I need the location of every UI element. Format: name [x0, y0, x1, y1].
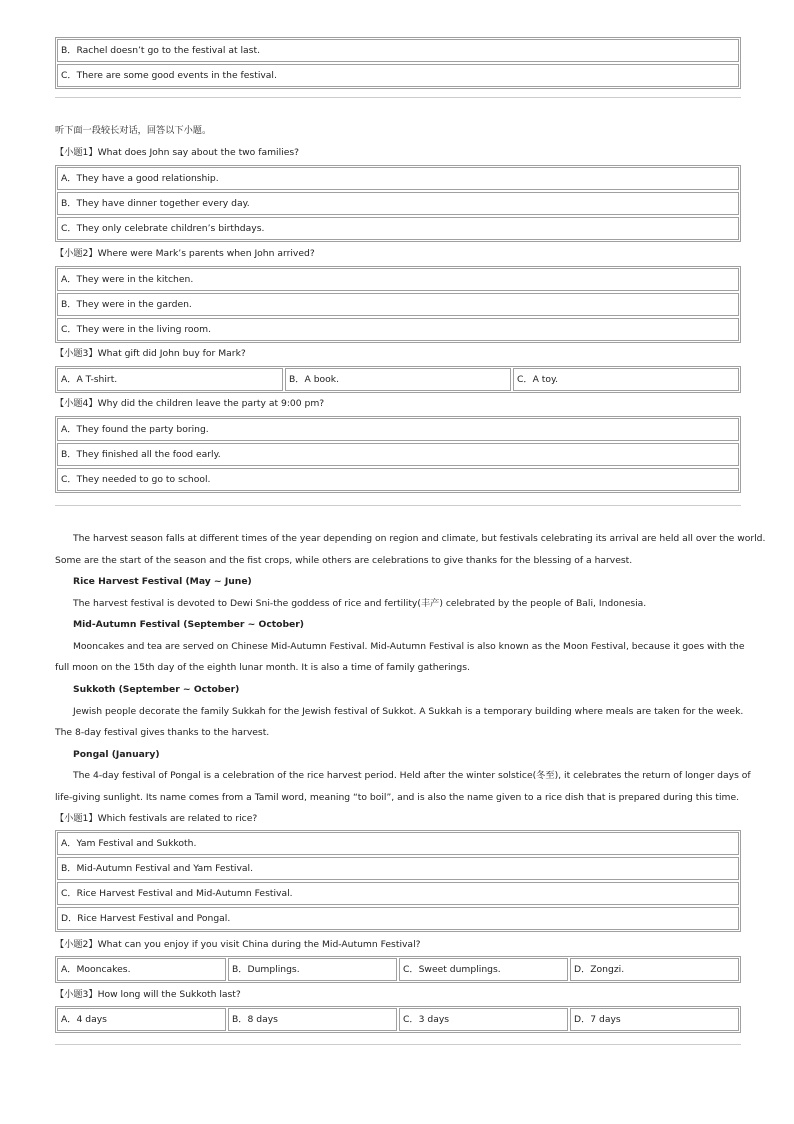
options-table — [55, 1006, 741, 1033]
question-stem: 【小题1】What does John say about the two families? — [55, 147, 300, 158]
passage-heading: Sukkoth (September ~ October) — [73, 684, 240, 695]
passage-text: The harvest festival is devoted to Dewi Sni-the goddess of rice and fertility(丰产) celebrated by the people of Bali, Indonesia. — [73, 598, 647, 609]
passage-heading: Mid-Autumn Festival (September ~ October) — [73, 619, 305, 630]
passage-text: The harvest season falls at different times of the year depending on region and climate, but festivals celebrating its arrival are held all over the world. — [73, 533, 766, 544]
question-stem: 【小题2】Where were Mark’s parents when John arrived? — [55, 248, 315, 259]
option[interactable]: B．They finished all the food early. — [57, 443, 739, 466]
passage-text: life-giving sunlight. Its name comes from a Tamil word, meaning “to boil”, and is also the name given to a rice dish that is prepared during this time. — [55, 792, 740, 803]
option[interactable]: D．Zongzi. — [570, 958, 739, 981]
option[interactable]: B．They were in the garden. — [57, 293, 739, 316]
passage-text: The 4-day festival of Pongal is a celebration of the rice harvest period. Held after the winter solstice(冬至), it celebrates the return of longer days of — [73, 770, 751, 781]
options-table — [55, 830, 741, 932]
option[interactable]: C．Rice Harvest Festival and Mid-Autumn Festival. — [57, 882, 739, 905]
option[interactable]: C．They were in the living room. — [57, 318, 739, 341]
option[interactable]: B．8 days — [228, 1008, 397, 1031]
option[interactable]: A．Yam Festival and Sukkoth. — [57, 832, 739, 855]
question-stem: 【小题4】Why did the children leave the party at 9:00 pm? — [55, 398, 325, 409]
option[interactable]: C．3 days — [399, 1008, 568, 1031]
option[interactable]: C．They needed to go to school. — [57, 468, 739, 491]
passage-text: full moon on the 15th day of the eighth lunar month. It is also a time of family gatherings. — [55, 662, 470, 673]
passage-text: Jewish people decorate the family Sukkah for the Jewish festival of Sukkot. A Sukkah is a temporary building where meals are taken for the week. — [73, 706, 744, 717]
option[interactable]: C．There are some good events in the festival. — [57, 64, 739, 87]
options-table — [55, 956, 741, 983]
option[interactable]: C．They only celebrate children’s birthdays. — [57, 217, 739, 240]
option[interactable]: C．Sweet dumplings. — [399, 958, 568, 981]
option[interactable]: B．They have dinner together every day. — [57, 192, 739, 215]
question-stem: 【小题2】What can you enjoy if you visit China during the Mid-Autumn Festival? — [55, 939, 421, 950]
option[interactable]: D．7 days — [570, 1008, 739, 1031]
passage-heading: Pongal (January) — [73, 749, 160, 760]
prev-options-table — [55, 37, 741, 89]
options-table — [55, 165, 741, 242]
divider — [55, 97, 741, 98]
option[interactable]: A．They found the party boring. — [57, 418, 739, 441]
option[interactable]: A．4 days — [57, 1008, 226, 1031]
options-table — [55, 266, 741, 343]
option[interactable]: A．They have a good relationship. — [57, 167, 739, 190]
option[interactable]: A．A T-shirt. — [57, 368, 283, 391]
question-stem: 【小题1】Which festivals are related to rice? — [55, 813, 258, 824]
question-stem: 【小题3】What gift did John buy for Mark? — [55, 348, 246, 359]
option[interactable]: B．Mid-Autumn Festival and Yam Festival. — [57, 857, 739, 880]
options-table — [55, 366, 741, 393]
options-table — [55, 416, 741, 493]
passage-heading: Rice Harvest Festival (May ~ June) — [73, 576, 252, 587]
question-stem: 【小题3】How long will the Sukkoth last? — [55, 989, 241, 1000]
divider — [55, 1044, 741, 1045]
passage-text: Some are the start of the season and the fist crops, while others are celebrations to give thanks for the blessing of a harvest. — [55, 555, 633, 566]
section-instruction: 听下面一段较长对话，回答以下小题。 — [55, 125, 212, 136]
option[interactable]: D．Rice Harvest Festival and Pongal. — [57, 907, 739, 930]
passage-text: Mooncakes and tea are served on Chinese Mid-Autumn Festival. Mid-Autumn Festival is also known as the Moon Festival, because it goes with the — [73, 641, 745, 652]
option[interactable]: B．Rachel doesn’t go to the festival at last. — [57, 39, 739, 62]
divider — [55, 505, 741, 506]
option[interactable]: B．Dumplings. — [228, 958, 397, 981]
option[interactable]: C．A toy. — [513, 368, 739, 391]
option[interactable]: A．Mooncakes. — [57, 958, 226, 981]
option[interactable]: A．They were in the kitchen. — [57, 268, 739, 291]
option[interactable]: B．A book. — [285, 368, 511, 391]
passage-text: The 8-day festival gives thanks to the harvest. — [55, 727, 270, 738]
